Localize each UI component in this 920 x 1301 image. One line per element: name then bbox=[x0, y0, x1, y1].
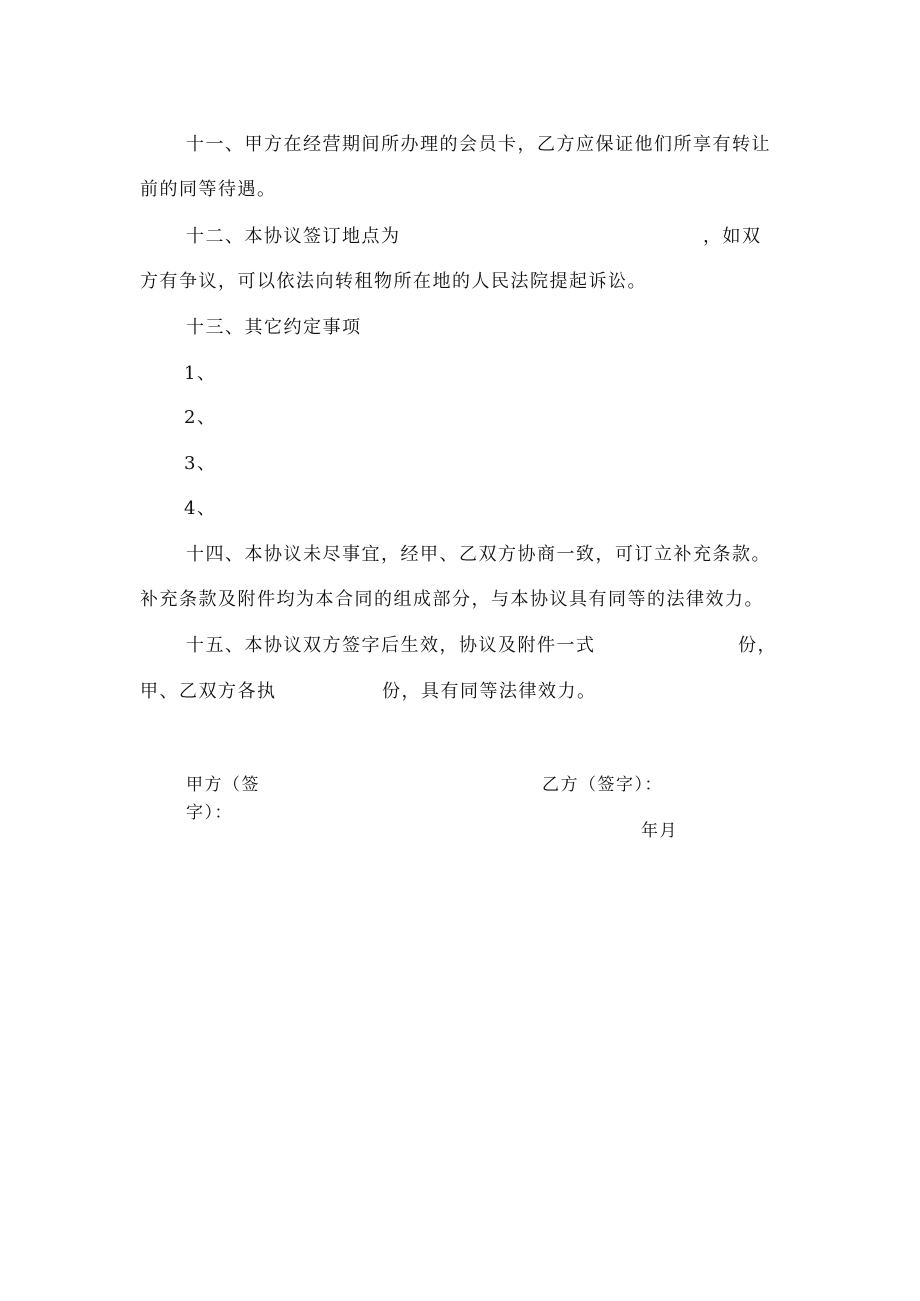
clause-11-line-2: 前的同等待遇。 bbox=[140, 179, 277, 200]
clause-12-line-1-suffix: ，如双 bbox=[703, 226, 762, 247]
party-a-signature-label-line-2: 字）： bbox=[186, 803, 233, 823]
clause-12-line-2: 方有争议，可以依法向转租物所在地的人民法院提起诉讼。 bbox=[140, 271, 647, 292]
clause-13-item-2: 2、 bbox=[184, 407, 217, 428]
clause-14-line-1: 十四、本协议未尽事宜，经甲、乙双方协商一致，可订立补充条款。 bbox=[186, 544, 771, 565]
clause-15-line-2-prefix: 甲、乙双方各执 bbox=[140, 681, 277, 702]
clause-14-line-2: 补充条款及附件均为本合同的组成部分，与本协议具有同等的法律效力。 bbox=[140, 589, 764, 610]
clause-11-line-1: 十一、甲方在经营期间所办理的会员卡，乙方应保证他们所享有转让 bbox=[186, 134, 771, 155]
clause-15-line-2-suffix: 份，具有同等法律效力。 bbox=[382, 681, 597, 702]
clause-13-item-1: 1、 bbox=[184, 363, 217, 384]
signature-date: 年月 bbox=[641, 821, 678, 841]
clause-15-line-1-suffix: 份， bbox=[738, 635, 777, 656]
clause-12-line-1-prefix: 十二、本协议签订地点为 bbox=[186, 226, 401, 247]
clause-13-item-3: 3、 bbox=[184, 453, 217, 474]
clause-15-line-1-prefix: 十五、本协议双方签字后生效，协议及附件一式 bbox=[186, 635, 596, 656]
clause-13-heading: 十三、其它约定事项 bbox=[186, 317, 362, 338]
party-a-signature-label-line-1: 甲方（签 bbox=[186, 775, 260, 795]
clause-13-item-4: 4、 bbox=[184, 498, 217, 519]
party-b-signature-label: 乙方（签字）： bbox=[542, 775, 663, 795]
